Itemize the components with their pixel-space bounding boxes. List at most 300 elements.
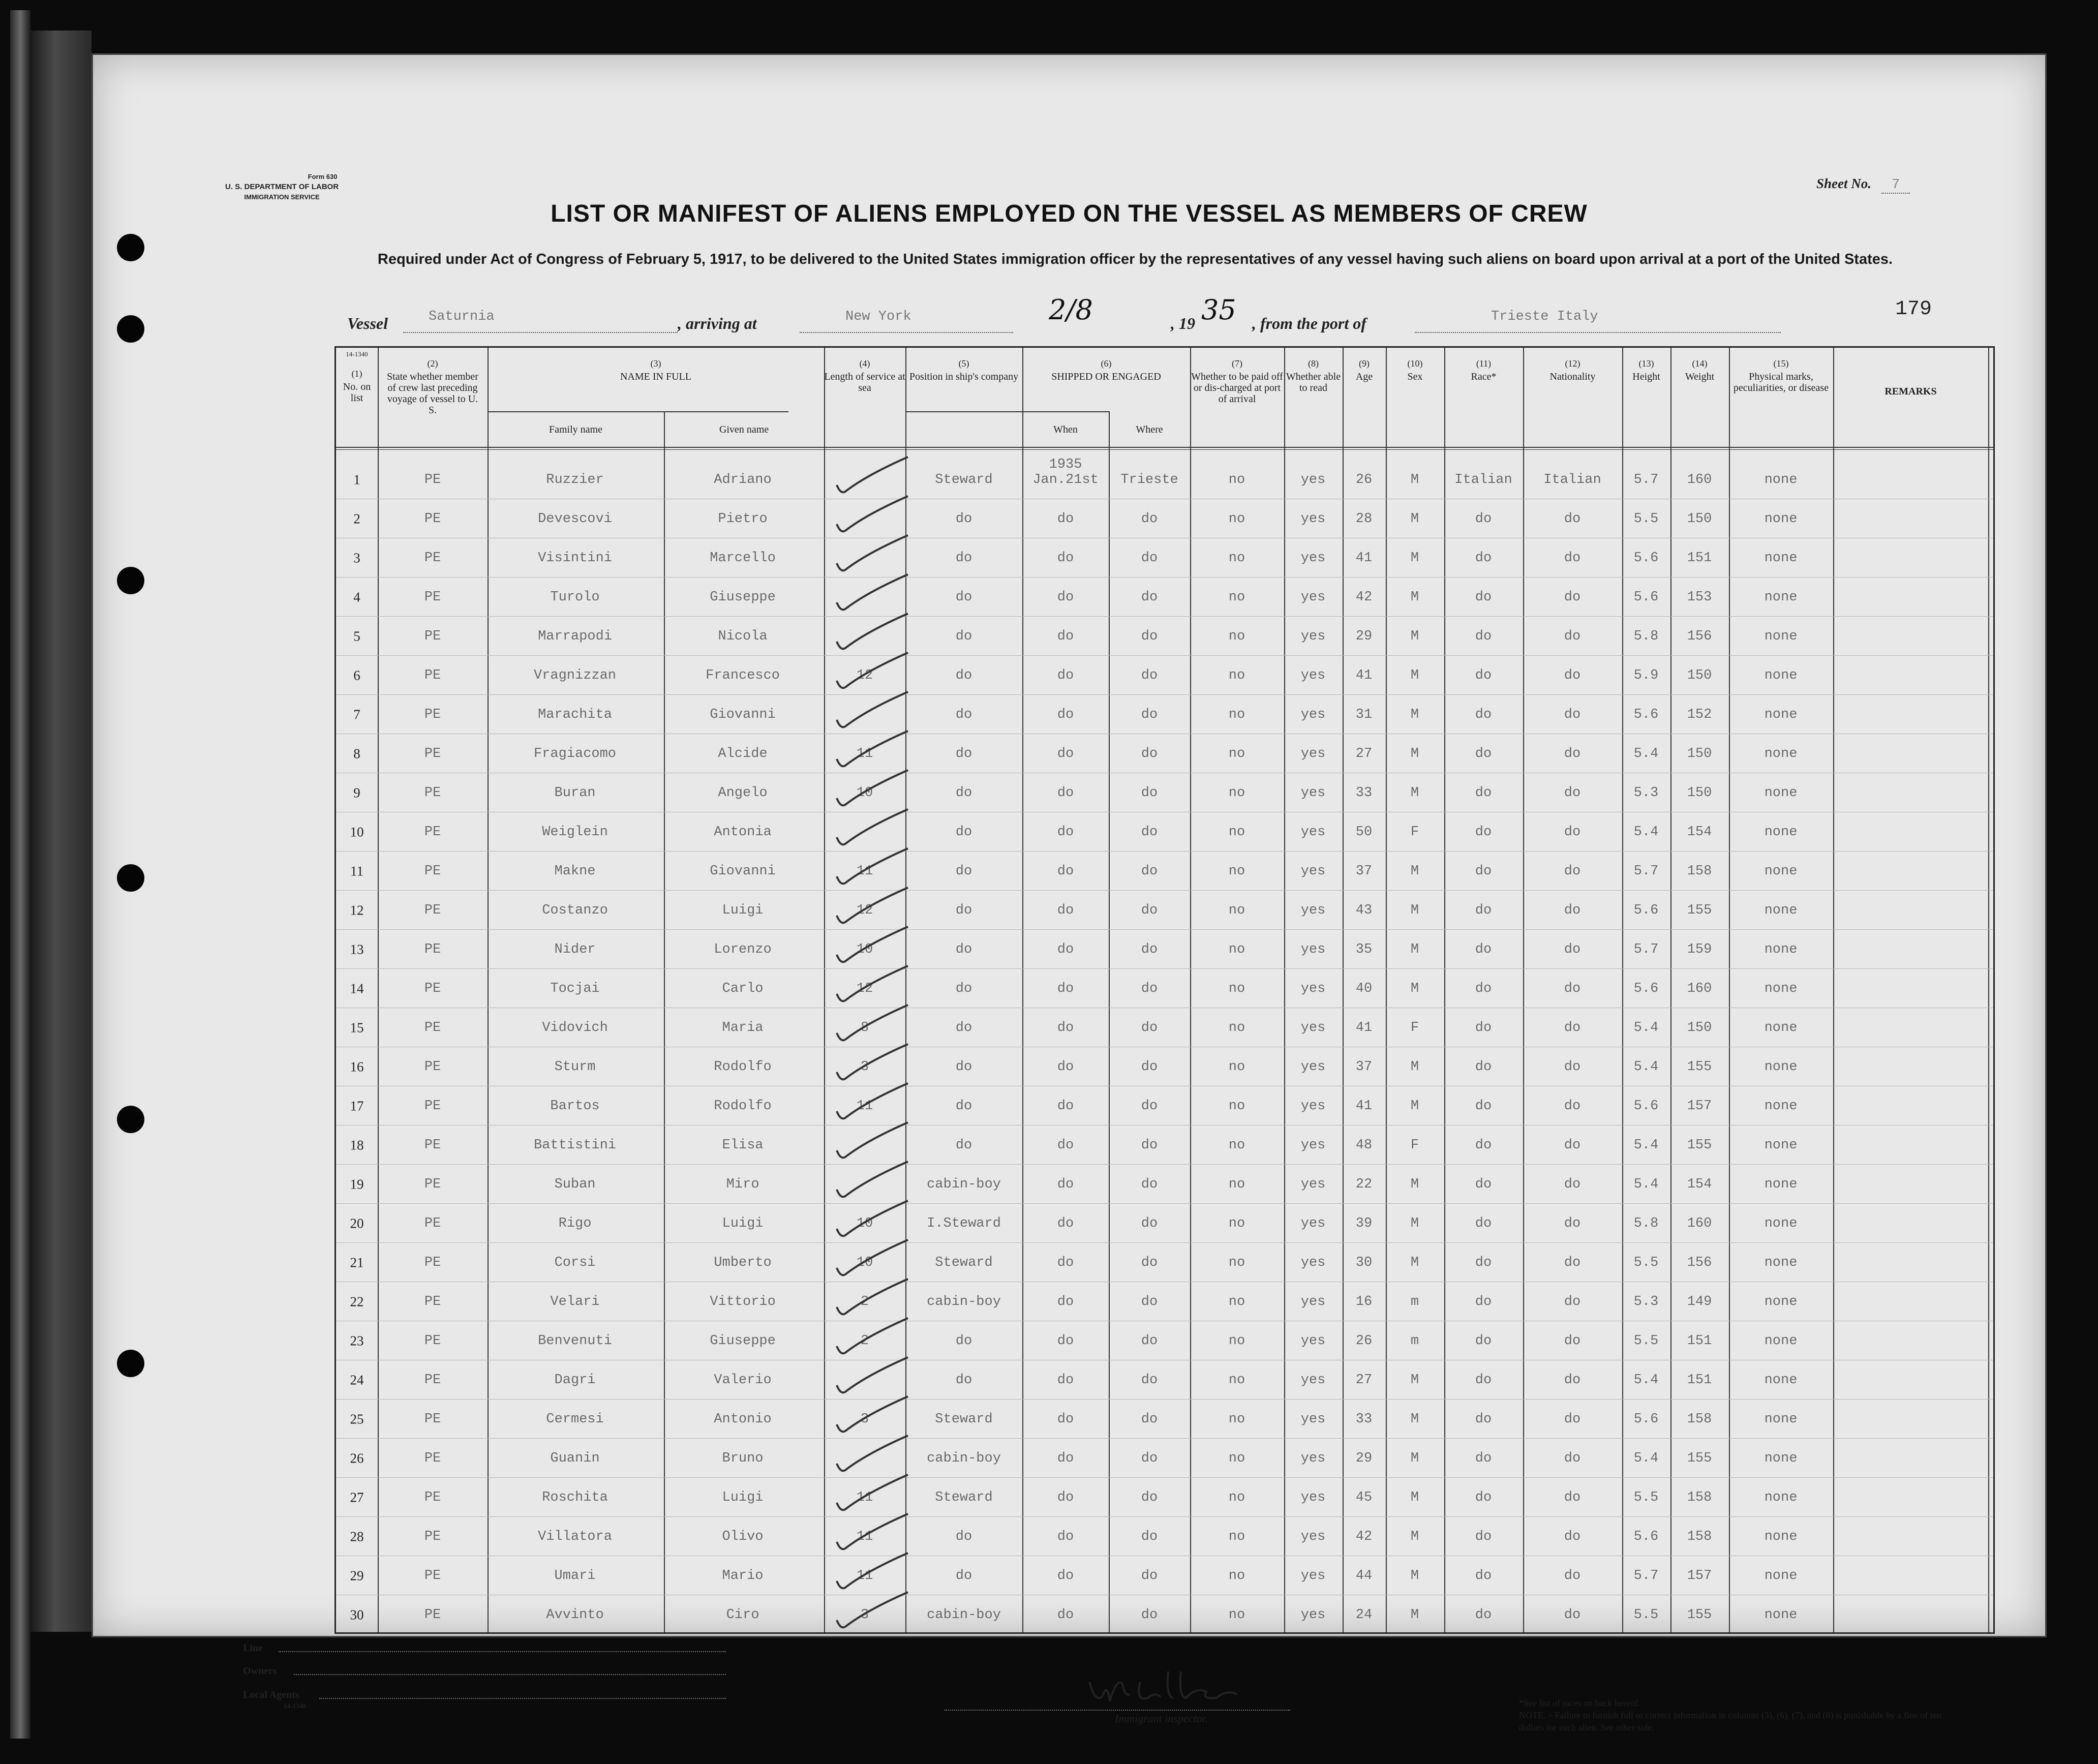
sheet-value: 7 — [1881, 177, 1910, 194]
read-cell: yes — [1300, 590, 1326, 605]
row-number: 17 — [350, 1098, 364, 1114]
paid-off-cell: no — [1228, 668, 1245, 683]
when-cell: do — [1057, 981, 1074, 996]
weight-cell: 160 — [1687, 1216, 1712, 1231]
nationality-cell: do — [1564, 551, 1581, 566]
nationality-cell: do — [1564, 1294, 1581, 1310]
marks-cell: none — [1764, 942, 1798, 957]
header-name: (3) NAME IN FULL — [620, 358, 691, 382]
age-cell: 39 — [1355, 1216, 1373, 1231]
check-mark — [837, 809, 908, 844]
race-cell: do — [1475, 1373, 1492, 1388]
height-cell: 5.6 — [1633, 1412, 1659, 1427]
header-paid-off: (7) Whether to be paid off or dis-charged at port of arrival — [1191, 358, 1283, 405]
length-cell: 11 — [856, 746, 873, 762]
when-cell: do — [1057, 1255, 1074, 1270]
state-cell: PE — [424, 942, 441, 957]
where-cell: do — [1141, 707, 1158, 722]
marks-cell: none — [1764, 1568, 1798, 1584]
binder-hole — [117, 864, 144, 892]
height-cell: 5.5 — [1633, 1333, 1659, 1349]
paid-off-cell: no — [1228, 903, 1245, 918]
race-cell: do — [1475, 942, 1492, 957]
sex-cell: M — [1410, 1059, 1419, 1075]
read-cell: yes — [1300, 864, 1326, 879]
nationality-cell: do — [1564, 825, 1581, 840]
height-cell: 5.6 — [1633, 1529, 1659, 1544]
age-cell: 26 — [1355, 1333, 1373, 1349]
age-cell: 31 — [1355, 707, 1373, 722]
when-cell: do — [1057, 1529, 1074, 1544]
sex-cell: F — [1410, 1138, 1419, 1153]
sex-cell: M — [1410, 785, 1419, 801]
check-mark — [837, 1162, 908, 1197]
given-name-cell: Antonia — [714, 825, 772, 840]
position-cell: do — [955, 1099, 972, 1114]
nationality-cell: do — [1564, 629, 1581, 644]
where-cell: do — [1141, 1138, 1158, 1153]
row-number: 1 — [353, 472, 360, 488]
given-name-cell: Alcide — [718, 746, 768, 762]
family-name-cell: Avvinto — [546, 1607, 604, 1623]
weight-cell: 153 — [1687, 590, 1712, 605]
marks-cell: none — [1764, 1412, 1798, 1427]
header-height: (13) Height — [1632, 358, 1660, 382]
position-cell: Steward — [935, 1412, 993, 1427]
sex-cell: M — [1410, 903, 1419, 918]
state-cell: PE — [424, 1216, 441, 1231]
binder-hole — [117, 1350, 144, 1377]
when-cell: do — [1057, 590, 1074, 605]
when-cell: do — [1057, 511, 1074, 527]
given-name-cell: Luigi — [722, 903, 764, 918]
marks-cell: none — [1764, 903, 1798, 918]
marks-cell: none — [1764, 1177, 1798, 1192]
paid-off-cell: no — [1228, 785, 1245, 801]
where-cell: do — [1141, 1451, 1158, 1466]
row-number: 22 — [350, 1294, 364, 1310]
position-cell: do — [955, 981, 972, 996]
sex-cell: M — [1410, 1216, 1419, 1231]
where-cell: do — [1141, 1490, 1158, 1505]
height-cell: 5.5 — [1633, 1255, 1659, 1270]
header-read: (8) Whether able to read — [1286, 358, 1341, 393]
row-number: 27 — [350, 1489, 364, 1505]
marks-cell: none — [1764, 551, 1798, 566]
row-divider — [336, 655, 1993, 656]
length-cell: 11 — [856, 1490, 873, 1505]
vessel-label: Vessel — [347, 314, 388, 332]
length-cell: 11 — [856, 1099, 873, 1114]
length-cell: 11 — [856, 1529, 873, 1544]
when-cell: do — [1057, 1568, 1074, 1584]
family-name-cell: Velari — [550, 1294, 600, 1310]
header-no: (1) No. on list — [343, 369, 371, 404]
sex-cell: M — [1410, 1529, 1419, 1544]
when-cell: do — [1057, 1490, 1074, 1505]
race-cell: do — [1475, 1255, 1492, 1270]
binder-hole — [117, 567, 144, 594]
sex-cell: M — [1410, 1451, 1419, 1466]
row-number: 5 — [353, 628, 360, 644]
given-name-cell: Giuseppe — [710, 590, 776, 605]
weight-cell: 155 — [1687, 1451, 1712, 1466]
header-nationality: (12) Nationality — [1549, 358, 1596, 382]
row-divider — [336, 890, 1993, 891]
position-cell: do — [955, 825, 972, 840]
where-cell: Trieste — [1120, 472, 1178, 488]
where-cell: do — [1141, 668, 1158, 683]
check-mark — [837, 574, 908, 610]
given-name-cell: Lorenzo — [714, 942, 772, 957]
height-cell: 5.4 — [1633, 1020, 1659, 1036]
height-cell: 5.4 — [1633, 825, 1659, 840]
read-cell: yes — [1300, 1177, 1326, 1192]
family-name-cell: Battistini — [533, 1138, 617, 1153]
position-cell: cabin-boy — [927, 1177, 1001, 1192]
sex-cell: M — [1410, 1099, 1419, 1114]
row-number: 13 — [350, 941, 364, 957]
state-cell: PE — [424, 1255, 441, 1270]
state-cell: PE — [424, 1177, 441, 1192]
marks-cell: none — [1764, 1099, 1798, 1114]
age-cell: 41 — [1355, 551, 1373, 566]
state-cell: PE — [424, 1020, 441, 1036]
weight-cell: 152 — [1687, 707, 1712, 722]
race-cell: do — [1475, 1138, 1492, 1153]
length-cell: 3 — [860, 1607, 869, 1623]
height-cell: 5.7 — [1633, 1568, 1659, 1584]
row-number: 4 — [353, 589, 360, 605]
given-name-cell: Rodolfo — [714, 1099, 772, 1114]
given-name-cell: Umberto — [714, 1255, 772, 1270]
sex-cell: M — [1410, 511, 1419, 527]
page-title: LIST OR MANIFEST OF ALIENS EMPLOYED ON THE VESSEL AS MEMBERS OF CREW — [551, 200, 1588, 227]
form-number: Form 630 — [308, 173, 338, 180]
length-cell: 2 — [860, 1294, 869, 1310]
nationality-cell: do — [1564, 1607, 1581, 1623]
weight-cell: 151 — [1687, 1373, 1712, 1388]
position-cell: do — [955, 1373, 972, 1388]
family-name-cell: Costanzo — [542, 903, 608, 918]
when-cell: do — [1057, 785, 1074, 801]
row-divider — [336, 1164, 1993, 1165]
sex-cell: M — [1410, 1373, 1419, 1388]
row-number: 25 — [350, 1411, 364, 1427]
paid-off-cell: no — [1228, 746, 1245, 762]
read-cell: yes — [1300, 1099, 1326, 1114]
state-cell: PE — [424, 785, 441, 801]
paid-off-cell: no — [1228, 1294, 1245, 1310]
race-cell: do — [1475, 785, 1492, 801]
sex-cell: M — [1410, 1177, 1419, 1192]
family-name-cell: Rigo — [558, 1216, 592, 1231]
where-cell: do — [1141, 1177, 1158, 1192]
length-cell: 12 — [856, 981, 873, 996]
where-cell: do — [1141, 942, 1158, 957]
where-cell: do — [1141, 1099, 1158, 1114]
age-cell: 41 — [1355, 668, 1373, 683]
length-cell: 10 — [856, 785, 873, 801]
read-cell: yes — [1300, 1412, 1326, 1427]
row-number: 19 — [350, 1176, 364, 1192]
given-name-cell: Francesco — [706, 668, 780, 683]
position-cell: Steward — [935, 1255, 993, 1270]
row-number: 29 — [350, 1568, 364, 1584]
paid-off-cell: no — [1228, 1099, 1245, 1114]
height-cell: 5.4 — [1633, 1451, 1659, 1466]
weight-cell: 155 — [1687, 1607, 1712, 1623]
family-name-cell: Sturm — [554, 1059, 596, 1075]
row-divider — [336, 1477, 1993, 1478]
read-cell: yes — [1300, 981, 1326, 996]
row-divider — [336, 1242, 1993, 1243]
header-age: (9) Age — [1355, 358, 1373, 382]
state-cell: PE — [424, 825, 441, 840]
family-name-cell: Corsi — [554, 1255, 596, 1270]
row-divider — [336, 694, 1993, 695]
paid-off-cell: no — [1228, 511, 1245, 527]
nationality-cell: do — [1564, 707, 1581, 722]
binder-hole — [117, 315, 144, 343]
given-name-cell: Nicola — [718, 629, 768, 644]
nationality-cell: do — [1564, 785, 1581, 801]
given-name-cell: Luigi — [722, 1490, 764, 1505]
weight-cell: 160 — [1687, 472, 1712, 488]
marks-cell: none — [1764, 1020, 1798, 1036]
row-divider — [336, 1438, 1993, 1439]
given-name-cell: Carlo — [722, 981, 764, 996]
when-cell: do — [1057, 1607, 1074, 1623]
paid-off-cell: no — [1228, 825, 1245, 840]
age-cell: 40 — [1355, 981, 1373, 996]
check-mark — [837, 692, 908, 727]
given-name-cell: Maria — [722, 1020, 764, 1036]
header-family-name: Family name — [549, 424, 602, 435]
when-cell: do — [1057, 668, 1074, 683]
weight-cell: 159 — [1687, 942, 1712, 957]
given-name-cell: Vittorio — [710, 1294, 776, 1310]
marks-cell: none — [1764, 1255, 1798, 1270]
sex-cell: M — [1410, 746, 1419, 762]
race-cell: do — [1475, 1529, 1492, 1544]
race-cell: do — [1475, 825, 1492, 840]
read-cell: yes — [1300, 1568, 1326, 1584]
row-number: 8 — [353, 746, 360, 762]
position-cell: do — [955, 942, 972, 957]
height-cell: 5.6 — [1633, 590, 1659, 605]
height-cell: 5.5 — [1633, 1607, 1659, 1623]
paid-off-cell: no — [1228, 1373, 1245, 1388]
where-cell: do — [1141, 903, 1158, 918]
sex-cell: M — [1410, 590, 1419, 605]
when-cell: do — [1057, 746, 1074, 762]
nationality-cell: do — [1564, 1373, 1581, 1388]
row-number: 15 — [350, 1020, 364, 1036]
marks-cell: none — [1764, 590, 1798, 605]
length-cell: 11 — [856, 1568, 873, 1584]
sex-cell: M — [1410, 1607, 1419, 1623]
row-divider — [336, 1203, 1993, 1204]
nationality-cell: do — [1564, 1059, 1581, 1075]
age-cell: 37 — [1355, 1059, 1373, 1075]
height-cell: 5.4 — [1633, 1138, 1659, 1153]
state-cell: PE — [424, 1138, 441, 1153]
paid-off-cell: no — [1228, 1216, 1245, 1231]
state-cell: PE — [424, 1099, 441, 1114]
sex-cell: M — [1410, 707, 1419, 722]
inspector-signature — [1079, 1661, 1262, 1717]
nationality-cell: do — [1564, 1020, 1581, 1036]
vessel-line — [347, 294, 2025, 334]
year-suffix: 35 — [1201, 294, 1236, 326]
family-name-cell: Villatora — [538, 1529, 612, 1544]
race-cell: do — [1475, 1099, 1492, 1114]
state-cell: PE — [424, 1294, 441, 1310]
given-name-cell: Rodolfo — [714, 1059, 772, 1075]
state-cell: PE — [424, 903, 441, 918]
row-divider — [336, 1399, 1993, 1400]
nationality-cell: do — [1564, 864, 1581, 879]
race-cell: do — [1475, 1451, 1492, 1466]
weight-cell: 154 — [1687, 1177, 1712, 1192]
state-cell: PE — [424, 1529, 441, 1544]
read-cell: yes — [1300, 707, 1326, 722]
family-name-cell: Nider — [554, 942, 596, 957]
state-cell: PE — [424, 1451, 441, 1466]
where-cell: do — [1141, 1059, 1158, 1075]
paid-off-cell: no — [1228, 1020, 1245, 1036]
race-cell: do — [1475, 511, 1492, 527]
age-cell: 41 — [1355, 1099, 1373, 1114]
height-cell: 5.5 — [1633, 1490, 1659, 1505]
read-cell: yes — [1300, 1333, 1326, 1349]
height-cell: 5.4 — [1633, 1373, 1659, 1388]
height-cell: 5.8 — [1633, 1216, 1659, 1231]
position-cell: do — [955, 903, 972, 918]
family-name-cell: Vidovich — [542, 1020, 608, 1036]
nationality-cell: do — [1564, 981, 1581, 996]
nationality-cell: do — [1564, 942, 1581, 957]
nationality-cell: do — [1564, 1412, 1581, 1427]
read-cell: yes — [1300, 825, 1326, 840]
where-cell: do — [1141, 1412, 1158, 1427]
state-cell: PE — [424, 1373, 441, 1388]
given-name-cell: Giovanni — [710, 707, 776, 722]
sex-cell: M — [1410, 1568, 1419, 1584]
weight-cell: 150 — [1687, 1020, 1712, 1036]
family-name-cell: Ruzzier — [546, 472, 604, 488]
height-cell: 5.3 — [1633, 1294, 1659, 1310]
page-number: 179 — [1895, 298, 1932, 321]
check-mark — [837, 1357, 908, 1392]
row-number: 14 — [350, 981, 364, 996]
sex-cell: M — [1410, 864, 1419, 879]
height-cell: 5.6 — [1633, 981, 1659, 996]
nationality-cell: do — [1564, 1333, 1581, 1349]
weight-cell: 155 — [1687, 1138, 1712, 1153]
nationality-cell: do — [1564, 1451, 1581, 1466]
given-name-cell: Adriano — [714, 472, 772, 488]
position-cell: do — [955, 1529, 972, 1544]
header-marks: (15) Physical marks, peculiarities, or disease — [1733, 358, 1829, 393]
family-name-cell: Suban — [554, 1177, 596, 1192]
marks-cell: none — [1764, 981, 1798, 996]
row-number: 16 — [350, 1059, 364, 1075]
given-name-cell: Mario — [722, 1568, 764, 1584]
row-number: 11 — [350, 863, 363, 879]
where-cell: do — [1141, 1294, 1158, 1310]
given-name-cell: Ciro — [726, 1607, 759, 1623]
row-number: 24 — [350, 1372, 364, 1388]
row-number: 10 — [350, 824, 364, 840]
paid-off-cell: no — [1228, 1333, 1245, 1349]
departure-port: Trieste Italy — [1491, 309, 1598, 324]
state-cell: PE — [424, 746, 441, 762]
row-number: 6 — [353, 667, 360, 683]
paid-off-cell: no — [1228, 1490, 1245, 1505]
page-subtitle: Required under Act of Congress of February 5, 1917, to be delivered to the United States immigration officer by the representatives of any vessel having such aliens on board upon arrival at a port of the United States. — [377, 251, 1893, 267]
marks-cell: none — [1764, 1138, 1798, 1153]
paid-off-cell: no — [1228, 864, 1245, 879]
when-cell: do — [1057, 1138, 1074, 1153]
state-cell: PE — [424, 1412, 441, 1427]
paid-off-cell: no — [1228, 1255, 1245, 1270]
header-shipped: (6) SHIPPED OR ENGAGED — [1051, 358, 1161, 382]
row-number: 28 — [350, 1529, 364, 1544]
sex-cell: F — [1410, 1020, 1419, 1036]
nationality-cell: Italian — [1543, 472, 1601, 488]
service: IMMIGRATION SERVICE — [244, 193, 320, 201]
length-cell: 10 — [856, 1255, 873, 1270]
read-cell: yes — [1300, 1490, 1326, 1505]
nationality-cell: do — [1564, 1255, 1581, 1270]
position-cell: do — [955, 551, 972, 566]
position-cell: cabin-boy — [927, 1607, 1001, 1623]
length-cell: 8 — [860, 1020, 869, 1036]
row-number: 9 — [353, 785, 360, 801]
given-name-cell: Angelo — [718, 785, 768, 801]
race-cell: do — [1475, 1333, 1492, 1349]
paid-off-cell: no — [1228, 981, 1245, 996]
when-cell: do — [1057, 1099, 1074, 1114]
when-cell: do — [1057, 1451, 1074, 1466]
race-cell: do — [1475, 981, 1492, 996]
age-cell: 48 — [1355, 1138, 1373, 1153]
where-cell: do — [1141, 864, 1158, 879]
weight-cell: 158 — [1687, 1412, 1712, 1427]
nationality-cell: do — [1564, 1099, 1581, 1114]
given-name-cell: Pietro — [718, 511, 768, 527]
weight-cell: 157 — [1687, 1099, 1712, 1114]
when-cell: do — [1057, 1373, 1074, 1388]
race-cell: do — [1475, 1490, 1492, 1505]
age-cell: 45 — [1355, 1490, 1373, 1505]
paid-off-cell: no — [1228, 629, 1245, 644]
nationality-cell: do — [1564, 1138, 1581, 1153]
age-cell: 30 — [1355, 1255, 1373, 1270]
from-label: , from the port of — [1252, 314, 1366, 332]
height-cell: 5.4 — [1633, 1177, 1659, 1192]
family-name-cell: Marachita — [538, 707, 612, 722]
year-prefix: , 19 — [1171, 314, 1195, 332]
height-cell: 5.6 — [1633, 551, 1659, 566]
family-name-cell: Bartos — [550, 1099, 600, 1114]
race-cell: do — [1475, 746, 1492, 762]
read-cell: yes — [1300, 1059, 1326, 1075]
nationality-cell: do — [1564, 1216, 1581, 1231]
position-cell: do — [955, 785, 972, 801]
